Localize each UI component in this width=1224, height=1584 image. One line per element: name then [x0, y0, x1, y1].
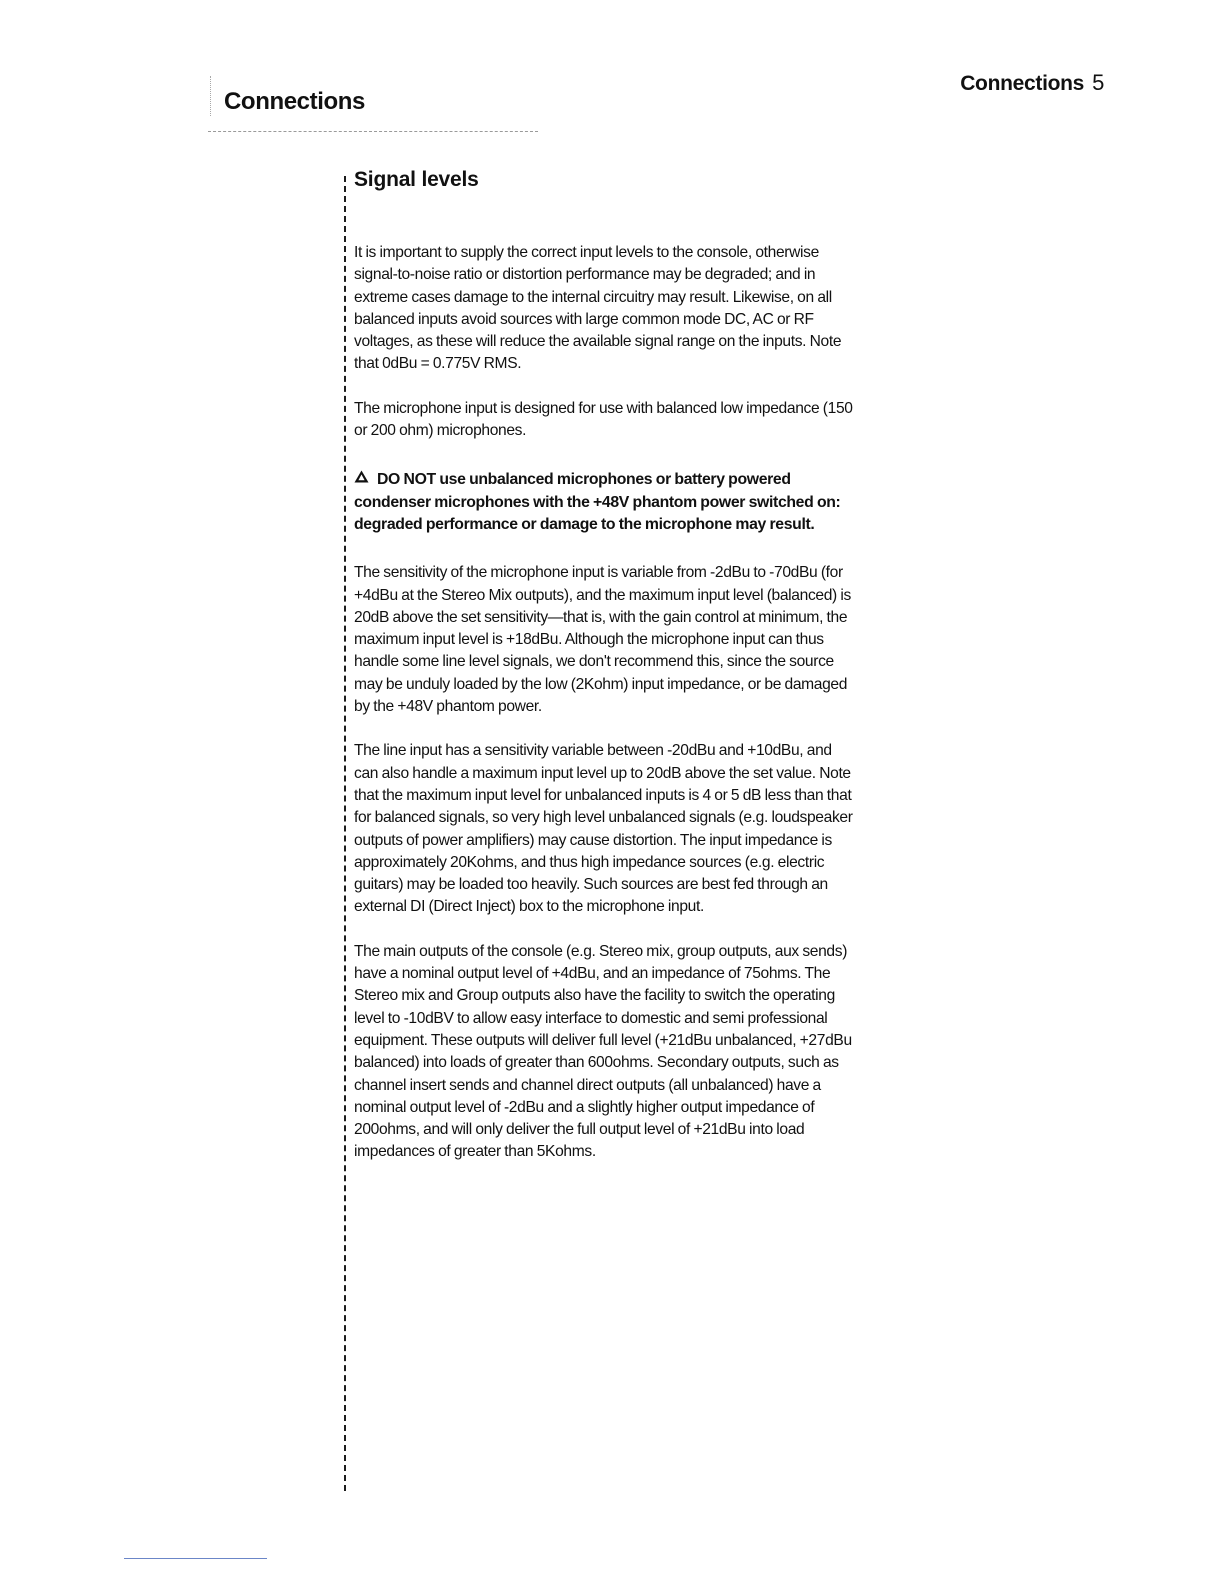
warning-triangle-icon [354, 468, 369, 490]
footer-rule [124, 1558, 267, 1559]
change-bar [344, 176, 346, 1491]
chapter-title: Connections [224, 88, 365, 115]
chapter-rule [208, 131, 538, 132]
paragraph-mic-sensitivity: The sensitivity of the microphone input is variable from -2dBu to -70dBu (for +4dBu at the Stereo Mix outputs), and the maximum input level (balanced) is 20dB above the set sensitivity—that is, with the gain control at minimum, the maximum input level is +18dBu. Although the microphone input can thus handle some line level signals, we don't recommend this, since the source may be unduly loaded by the low (2Kohm) input impedance, or be damaged by the +48V phantom power. [354, 564, 851, 716]
paragraph-line-input: The line input has a sensitivity variable between -20dBu and +10dBu, and can also handle a maximum input level up to 20dB above the set value. Note that the maximum input level for unbalanced inputs is 4 or 5 dB less than that for balanced signals, so very high level unbalanced signals (e.g. loudspeaker outputs of power amplifiers) may cause distortion. The input impedance is approximately 20Kohms, and thus high impedance sources (e.g. electric guitars) may be loaded too heavily. Such sources are best fed through an external DI (Direct Inject) box to the microphone input. [354, 742, 853, 916]
scan-artifact-line [210, 76, 212, 116]
running-header-title: Connections [960, 72, 1085, 95]
paragraph-microphone-input: The microphone input is designed for use with balanced low impedance (150 or 200 ohm) microphones. [354, 399, 853, 440]
section-heading: Signal levels [354, 168, 479, 191]
page-number: 5 [1092, 70, 1104, 95]
warning-text: DO NOT use unbalanced microphones or battery powered condenser microphones with the +48V phantom power switched on: degraded performance or damage to the microphone may result. [354, 471, 841, 533]
section-signal-levels [354, 168, 854, 1186]
running-header [960, 70, 1104, 96]
paragraph-main-outputs: The main outputs of the console (e.g. Stereo mix, group outputs, aux sends) have a nominal output level of +4dBu, and an impedance of 75ohms. The Stereo mix and Group outputs also have the facility to switch the operating level to -10dBV to allow easy interface to domestic and semi professional equipment. These outputs will deliver full level (+21dBu unbalanced, +27dBu balanced) into loads of greater than 600ohms. Secondary outputs, such as channel insert sends and channel direct outputs (all unbalanced) have a nominal output level of -2dBu and a slightly higher output impedance of 200ohms, and will only deliver the full output level of +21dBu into load impedances of greater than 5Kohms. [354, 942, 852, 1161]
warning-note [354, 468, 854, 536]
paragraph-input-levels: It is important to supply the correct input levels to the console, otherwise signal-to-noise ratio or distortion performance may be degraded; and in extreme cases damage to the internal circuitry may result. Likewise, on all balanced inputs avoid sources with large common mode DC, AC or RF voltages, as these will reduce the available signal range on the inputs. Note that 0dBu = 0.775V RMS. [354, 244, 842, 373]
